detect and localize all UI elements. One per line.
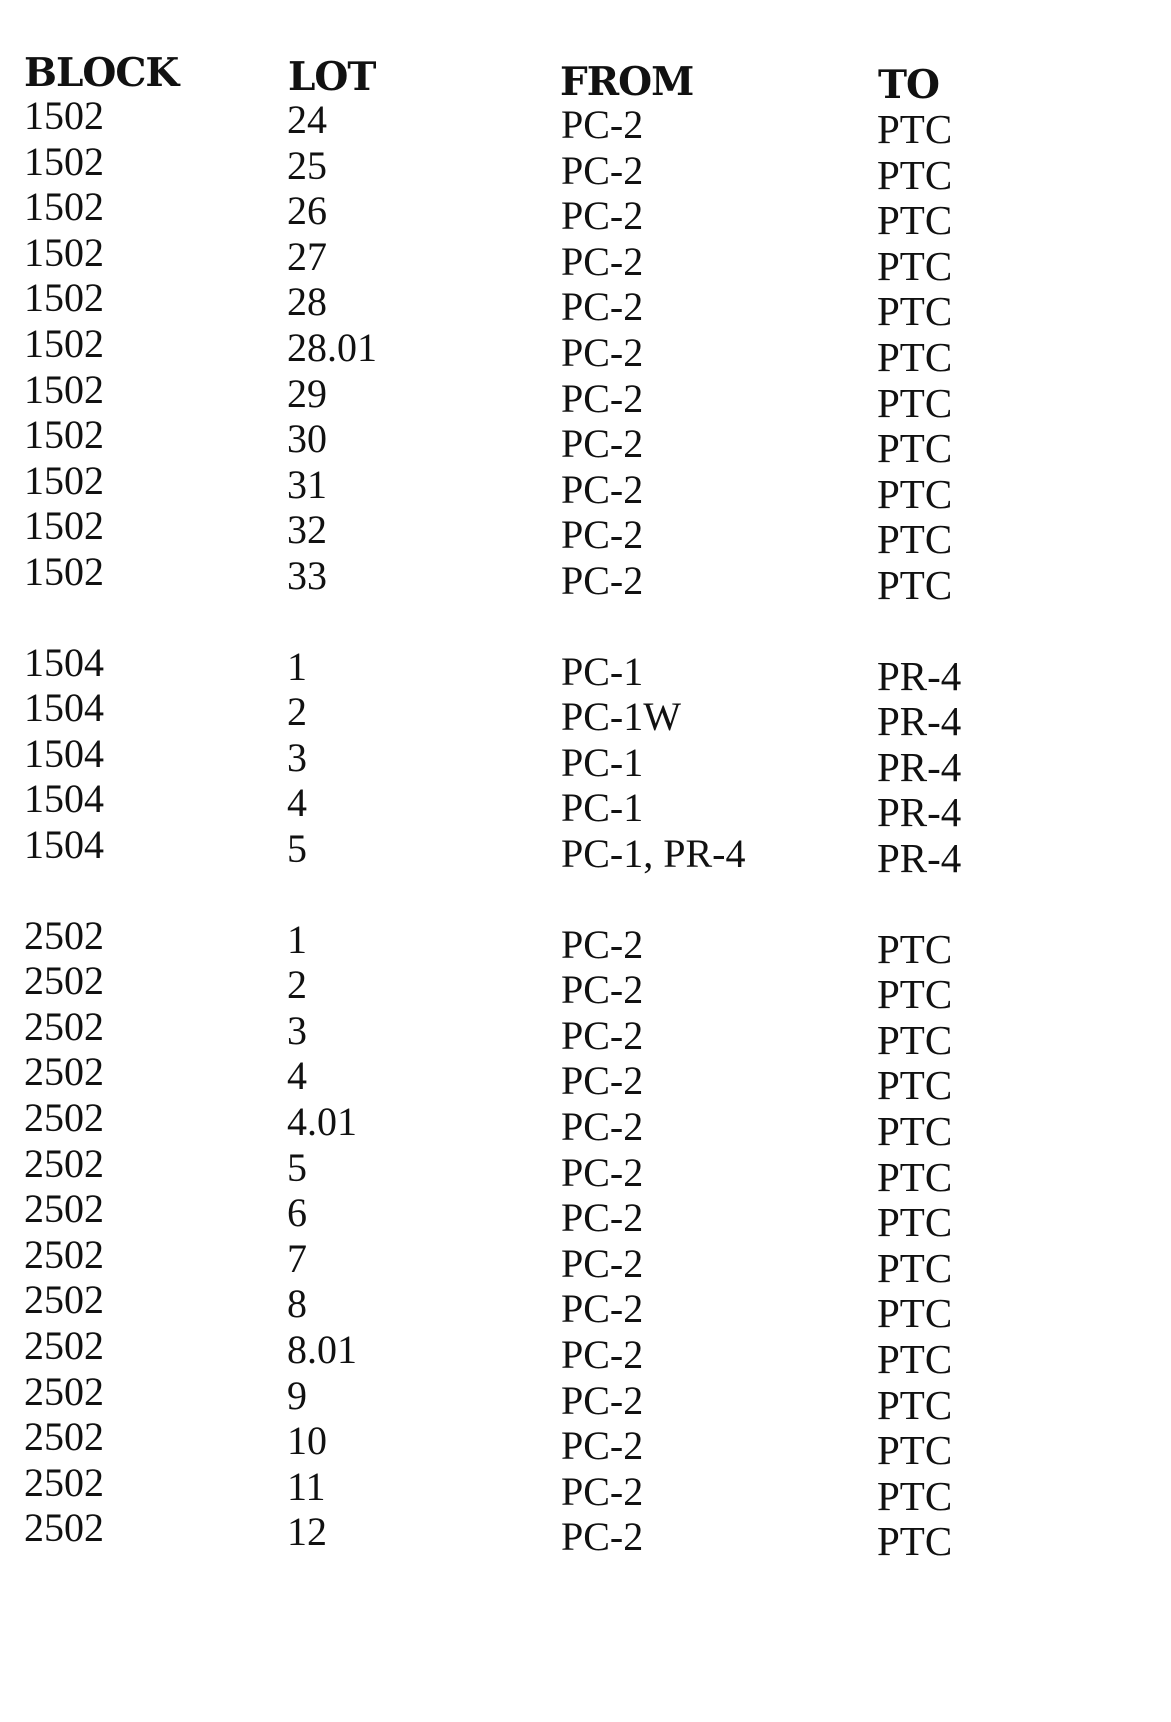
cell-lot: 11 (287, 1463, 326, 1509)
cell-block: 1502 (24, 321, 104, 366)
cell-from: PC-2 (561, 1058, 644, 1104)
cell-from: PC-2 (561, 967, 644, 1013)
cell-block: 2502 (24, 1095, 104, 1140)
header-from: FROM (560, 59, 694, 105)
cell-to: PTC (877, 1518, 953, 1565)
cell-block: 1504 (24, 639, 104, 685)
cell-from: PC-2 (561, 1423, 644, 1469)
cell-block: 1502 (24, 412, 104, 458)
table-row (0, 1231, 1171, 1291)
cell-to: PTC (877, 971, 953, 1018)
cell-lot: 5 (287, 1144, 307, 1190)
table-row (0, 274, 1171, 335)
cell-from: PC-1 (561, 739, 644, 785)
cell-lot: 30 (287, 416, 327, 462)
cell-block: 1502 (24, 229, 104, 275)
cell-lot: 8 (287, 1281, 307, 1327)
cell-from: PC-2 (561, 1286, 644, 1332)
cell-from: PC-2 (561, 284, 644, 330)
table-row (0, 1413, 1171, 1474)
cell-from: PC-2 (561, 466, 644, 512)
table-row (0, 229, 1171, 289)
table-row (0, 548, 1171, 608)
cell-lot: 28 (287, 279, 327, 325)
table-row (0, 957, 1171, 1018)
cell-to: PTC (877, 379, 953, 426)
cell-lot: 2 (287, 962, 307, 1008)
cell-lot: 31 (287, 461, 327, 507)
table-row (0, 183, 1171, 244)
cell-lot: 7 (287, 1235, 307, 1281)
cell-block: 2502 (24, 1003, 104, 1049)
cell-to: PR-4 (877, 652, 962, 699)
cell-to: PR-4 (877, 698, 962, 745)
cell-block: 1502 (24, 138, 104, 184)
cell-lot: 33 (287, 553, 327, 598)
cell-from: PC-2 (561, 375, 644, 421)
cell-from: PC-2 (561, 1012, 644, 1058)
table-row (0, 1276, 1171, 1337)
cell-block: 2502 (24, 1459, 104, 1505)
header-lot: LOT (288, 54, 376, 100)
cell-lot: 1 (287, 643, 307, 689)
cell-to: PTC (877, 197, 953, 244)
table-row (0, 320, 1171, 380)
cell-lot: 27 (287, 233, 327, 279)
cell-block: 1504 (24, 776, 104, 822)
cell-from: PC-2 (561, 147, 644, 193)
cell-block: 1502 (24, 275, 104, 321)
cell-from: PC-2 (561, 1149, 644, 1195)
cell-to: PTC (877, 1108, 953, 1154)
cell-block: 1502 (24, 549, 104, 594)
cell-from: PC-1, PR-4 (561, 831, 746, 876)
cell-to: PTC (877, 425, 953, 472)
cell-lot: 28.01 (287, 325, 377, 370)
cell-to: PTC (877, 562, 953, 608)
cell-lot: 3 (287, 1007, 307, 1053)
cell-from: PC-2 (561, 1104, 644, 1149)
cell-lot: 10 (287, 1418, 327, 1464)
cell-to: PR-4 (877, 789, 962, 836)
cell-to: PTC (877, 1336, 953, 1382)
cell-to: PTC (877, 925, 953, 972)
cell-lot: 6 (287, 1190, 307, 1236)
cell-from: PC-2 (561, 1377, 644, 1423)
cell-to: PTC (877, 1199, 953, 1246)
cell-to: PTC (877, 516, 953, 563)
cell-block: 2502 (24, 1368, 104, 1414)
cell-to: PTC (877, 334, 953, 380)
cell-lot: 29 (287, 370, 327, 416)
cell-from: PC-1 (561, 785, 644, 831)
cell-block: 2502 (24, 1140, 104, 1186)
cell-lot: 12 (287, 1509, 327, 1555)
cell-lot: 32 (287, 507, 327, 553)
cell-from: PC-2 (561, 921, 644, 967)
cell-block: 1504 (24, 730, 104, 776)
cell-from: PC-2 (561, 421, 644, 467)
cell-lot: 3 (287, 734, 307, 780)
cell-lot: 9 (287, 1372, 307, 1418)
cell-lot: 26 (287, 188, 327, 234)
cell-block: 1502 (24, 366, 104, 412)
table-row (0, 1185, 1171, 1246)
header-to: TO (878, 62, 939, 108)
cell-to: PTC (877, 1427, 953, 1474)
cell-to: PTC (877, 151, 953, 198)
header-block: BLOCK (24, 50, 179, 96)
cell-from: PC-2 (561, 1332, 644, 1377)
table-row (0, 912, 1171, 972)
cell-to: PTC (877, 1244, 953, 1291)
table-row (0, 775, 1171, 836)
cell-from: PC-2 (561, 238, 644, 284)
cell-from: PC-2 (561, 1468, 644, 1514)
cell-block: 1502 (24, 184, 104, 230)
cell-block: 1502 (24, 457, 104, 503)
cell-lot: 24 (287, 97, 327, 142)
cell-lot: 5 (287, 826, 307, 871)
cell-from: PC-2 (561, 512, 644, 558)
cell-lot: 8.01 (287, 1327, 357, 1372)
table-row (0, 730, 1171, 790)
table-row (0, 1003, 1171, 1063)
cell-lot: 2 (287, 689, 307, 735)
cell-lot: 1 (287, 916, 307, 962)
cell-to: PTC (877, 1290, 953, 1337)
cell-from: PC-2 (561, 1195, 644, 1241)
cell-to: PTC (877, 1472, 953, 1519)
table-row (0, 457, 1171, 517)
table-row (0, 639, 1171, 699)
cell-from: PC-2 (561, 330, 644, 375)
cell-lot: 25 (287, 142, 327, 188)
cell-lot: 4.01 (287, 1099, 357, 1144)
cell-block: 2502 (24, 1323, 104, 1368)
cell-block: 2502 (24, 1186, 104, 1232)
cell-to: PR-4 (877, 835, 962, 881)
table-row (0, 502, 1171, 563)
cell-block: 2502 (24, 958, 104, 1004)
table-row (0, 138, 1171, 198)
cell-block: 1502 (24, 93, 104, 138)
table-row (0, 821, 1171, 881)
table-row (0, 1322, 1171, 1382)
cell-block: 1504 (24, 685, 104, 731)
table-row (0, 1368, 1171, 1428)
table-row (0, 1094, 1171, 1154)
cell-from: PC-2 (561, 102, 644, 147)
cell-block: 1504 (24, 822, 104, 867)
cell-to: PTC (877, 1016, 953, 1063)
cell-to: PTC (877, 1062, 953, 1109)
cell-to: PTC (877, 470, 953, 517)
cell-to: PTC (877, 1153, 953, 1200)
table-row (0, 411, 1171, 472)
cell-to: PTC (877, 1381, 953, 1428)
cell-to: PTC (877, 106, 953, 152)
cell-block: 2502 (24, 912, 104, 958)
cell-to: PTC (877, 288, 953, 335)
cell-to: PR-4 (877, 743, 962, 790)
table-row (0, 1140, 1171, 1200)
cell-from: PC-2 (561, 1240, 644, 1286)
cell-from: PC-2 (561, 1514, 644, 1560)
table-row (0, 92, 1171, 152)
cell-from: PC-2 (561, 193, 644, 239)
cell-block: 1502 (24, 503, 104, 549)
table-row (0, 366, 1171, 426)
table-row (0, 1459, 1171, 1519)
cell-block: 2502 (24, 1505, 104, 1551)
cell-lot: 4 (287, 780, 307, 826)
cell-block: 2502 (24, 1049, 104, 1095)
cell-block: 2502 (24, 1414, 104, 1460)
table-row (0, 684, 1171, 745)
cell-from: PC-1W (561, 694, 681, 740)
cell-block: 2502 (24, 1277, 104, 1323)
cell-lot: 4 (287, 1053, 307, 1099)
cell-block: 2502 (24, 1231, 104, 1277)
table-row (0, 1048, 1171, 1109)
table-row (0, 1504, 1171, 1565)
cell-from: PC-2 (561, 558, 644, 603)
cell-from: PC-1 (561, 648, 644, 694)
cell-to: PTC (877, 242, 953, 289)
